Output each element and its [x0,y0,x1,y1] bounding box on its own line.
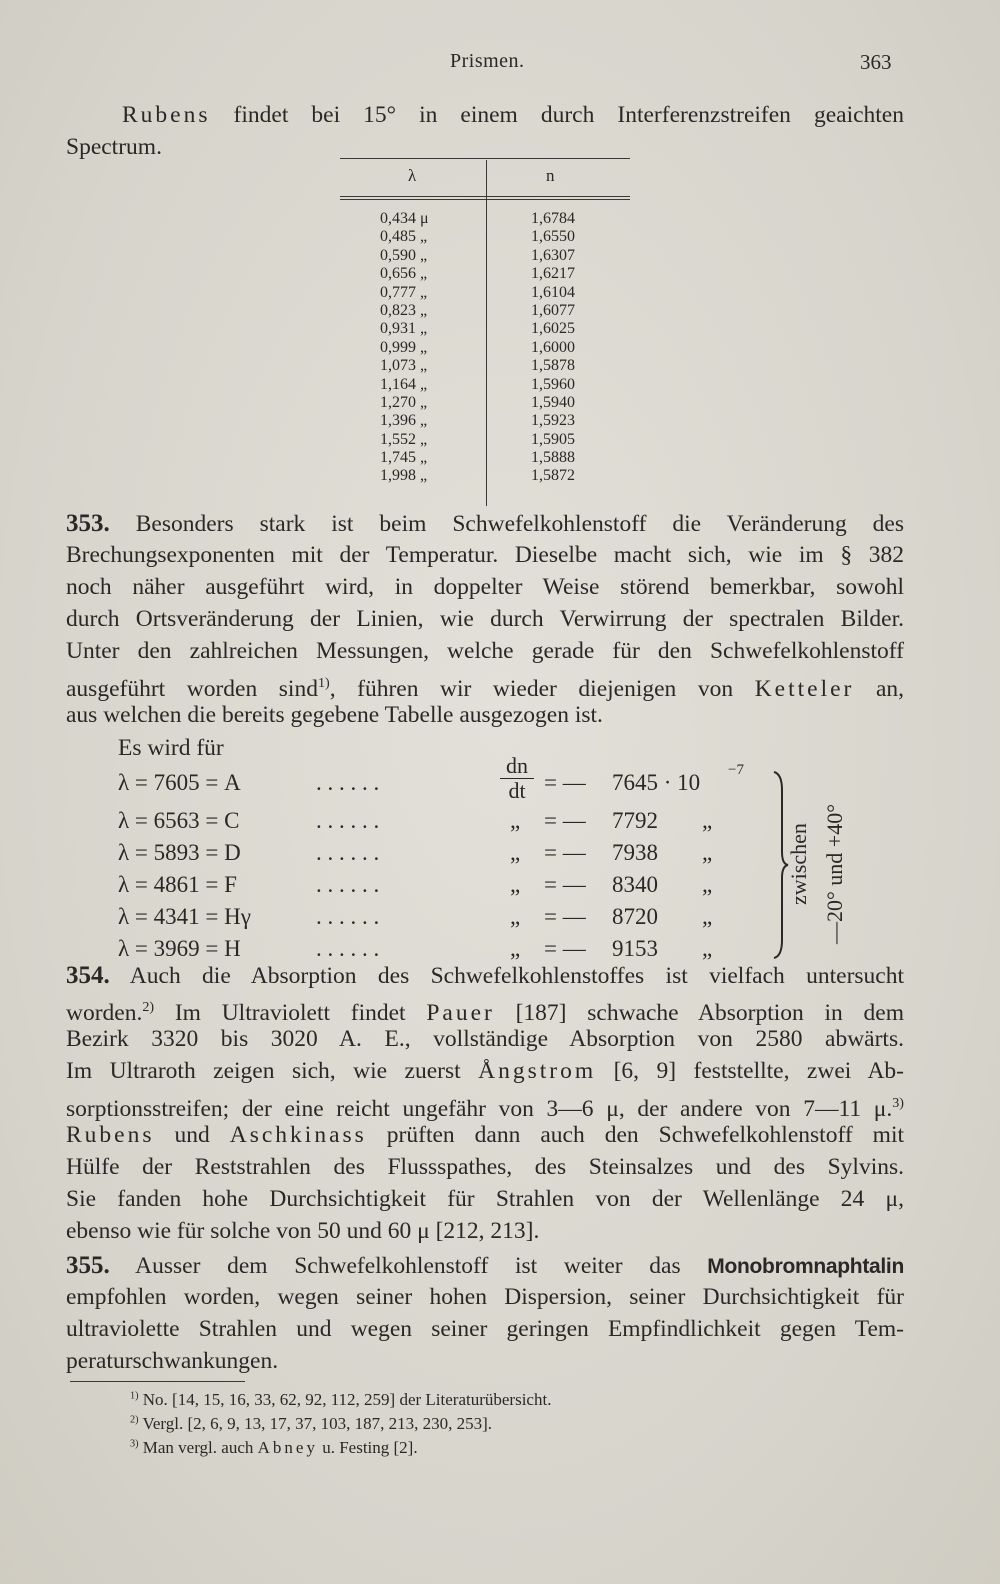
intro-line-2: Spectrum. [66,134,162,160]
lambda-column [380,210,429,486]
table-header-rule [340,196,630,197]
table-cell-lambda: 0,777 „ [380,283,428,301]
author-name: Rubens [122,102,211,128]
paragraph-355-line-2: empfohlen worden, wegen seiner hohen Dispersion, seiner Durchsichtigkeit für [66,1284,904,1310]
paragraph-354-line-9: ebenso wie für solche von 50 und 60 μ [212, 213]. [66,1218,540,1244]
footnote-number: 1) [130,1390,139,1402]
formula-row [118,904,758,934]
table-cell-lambda: 1,745 „ [380,449,428,467]
table-cell-n: 1,5888 [531,449,575,467]
formula-value: 7792 [612,808,658,833]
leader-dots: . . . . . . [316,808,380,833]
paragraph-355-line-1 [66,1250,904,1283]
footnote-number: 2) [130,1414,139,1426]
paragraph-355-line-3: ultraviolette Strahlen und wegen seiner geringen Empfindlichkeit gegen Tem- [66,1316,904,1342]
table-cell-n: 1,5872 [531,467,575,485]
footnote-ref-2: 2) [142,999,155,1015]
paragraph-354-line-8: Sie fanden hohe Durchsichtigkeit für Strahlen von der Wellenlänge 24 μ, [66,1186,904,1212]
text: Vergl. [2, 6, 9, 13, 17, 37, 103, 187, 213, 230, 253]. [142,1414,493,1433]
temperature-range-label-1: zwischen [786,823,811,905]
text: ausgeführt worden sind [66,675,318,702]
table-cell-n: 1,5960 [531,375,575,393]
author-name: Pauer [426,999,495,1026]
text: Im Ultraviolett findet [154,999,406,1026]
table-cell-n: 1,5940 [531,393,575,411]
table-cell-n: 1,6000 [531,338,575,356]
text: Im Ultraroth zeigen sich, wie zuerst [66,1058,461,1084]
table-cell-n: 1,5923 [531,412,575,430]
ditto-mark: „ [510,872,521,897]
text: an, [875,675,904,702]
derivative-numerator: dn [506,753,528,778]
formula-value: 8720 [612,904,658,929]
paragraph-354-line-7: Hülfe der Reststrahlen des Flussspathes, des Steinsalzes und des Sylvins. [66,1154,904,1180]
table-cell-n: 1,5878 [531,357,575,375]
table-cell-lambda: 1,270 „ [380,393,428,411]
paragraph-353-line-5: Unter den zahlreichen Messungen, welche gerade für den Schwefelkohlenstoff [66,638,904,664]
table-cell-lambda: 0,999 „ [380,338,428,356]
table-header-rule-2 [340,199,630,200]
paragraph-355-line-4: peraturschwankungen. [66,1348,279,1374]
table-cell-n: 1,6550 [531,228,575,246]
formula-row [118,808,758,838]
text: , führen wir wieder diejenigen von [329,675,734,702]
equals-minus: = — [544,904,586,929]
footnote-1 [130,1390,551,1410]
derivative-denominator: dt [508,778,526,803]
equals-minus: = — [544,936,586,961]
paragraph-353-line-8: Es wird für [118,735,224,761]
author-name: Ketteler [754,675,855,702]
section-number-354: 354. [66,962,110,989]
formula-value: 7938 [612,840,658,865]
paragraph-353-line-1 [66,508,904,541]
footnote-2 [130,1414,492,1434]
ditto-mark: „ [702,904,713,929]
table-cell-n: 1,5905 [531,430,575,448]
ditto-mark: „ [510,840,521,865]
formula-lhs: λ = 5893 = D [118,840,241,865]
intro-text: findet bei 15° in einem durch Interferenzstreifen geaichten [210,102,904,128]
running-head: Prismen. [450,50,525,72]
paragraph-353-line-4: durch Ortsveränderung der Linien, wie durch Verwirrung der spectralen Bilder. [66,606,904,632]
equals-minus: = — [544,872,586,897]
table-cell-lambda: 0,485 „ [380,228,428,246]
table-cell-n: 1,6104 [531,283,575,301]
table-column-divider [486,160,487,506]
table-cell-n: 1,6784 [531,210,575,227]
ditto-mark: „ [702,808,713,833]
paragraph-354-line-1 [66,960,904,993]
section-number-353: 353. [66,510,110,537]
formula-lhs: λ = 6563 = C [118,808,240,833]
text: sorptionsstreifen; der eine reicht ungefähr von 3—6 μ, der andere von 7—11 μ. [66,1095,893,1122]
footnote-3 [130,1438,418,1458]
text: Man vergl. auch [142,1438,254,1457]
table-cell-lambda: 0,590 „ [380,246,428,264]
intro-line [122,100,904,132]
ditto-mark: „ [510,808,521,833]
leader-dots: . . . . . . [316,872,380,897]
leader-dots: . . . . . . [316,936,380,961]
formula-lhs: λ = 7605 = A [118,770,241,795]
n-column [531,210,575,486]
table-top-rule [340,158,630,159]
formula-lhs: λ = 3969 = H [118,936,241,961]
text: Besonders stark ist beim Schwefelkohlenstoff die Veränderung des [109,511,904,537]
ditto-mark: „ [510,936,521,961]
formula-row [118,840,758,870]
ditto-mark: „ [702,872,713,897]
table-cell-lambda: 0,656 „ [380,265,428,283]
text: u. Festing [2]. [322,1438,418,1457]
table-cell-lambda: 1,073 „ [380,357,428,375]
author-name: Abney [257,1438,318,1457]
section-number-355: 355. [66,1252,110,1279]
author-name: Aschkinass [229,1122,367,1148]
exponent: −7 [728,762,744,778]
table-cell-n: 1,6077 [531,301,575,319]
text: Auch die Absorption des Schwefelkohlenstoffes ist vielfach untersucht [109,963,904,989]
table-cell-n: 1,6025 [531,320,575,338]
equals-minus: = — [544,770,586,795]
paragraph-354-line-4 [66,1056,904,1088]
paragraph-354-line-6 [66,1120,904,1152]
text: [187] schwache Absorption in dem [515,999,905,1026]
paragraph-354-line-3: Bezirk 3320 bis 3020 A. E., vollständige Absorption von 2580 abwärts. [66,1026,904,1052]
formula-row [118,872,758,902]
temperature-range-label-2: —20° und +40° [822,803,847,944]
text: und [174,1122,210,1148]
footnote-number: 3) [130,1438,139,1450]
formula-lhs: λ = 4861 = F [118,872,237,897]
text: Ausser dem Schwefelkohlenstoff ist weiter das [109,1253,681,1279]
leader-dots: . . . . . . [316,840,380,865]
page-number: 363 [860,50,892,74]
paragraph-353-line-3: noch näher ausgeführt wird, in doppelter Weise störend bemerkbar, sowohl [66,574,904,600]
substance-term: Monobromnaphtalin [707,1255,904,1278]
table-cell-lambda: 1,552 „ [380,430,428,448]
text: worden. [66,999,143,1026]
equals-minus: = — [544,840,586,865]
table-cell-lambda: 0,823 „ [380,301,428,319]
table-cell-lambda: 0,434 μ [380,210,429,227]
paragraph-353-line-7: aus welchen die bereits gegebene Tabelle ausgezogen ist. [66,702,603,728]
table-cell-n: 1,6307 [531,246,575,264]
ditto-mark: „ [702,936,713,961]
author-name: Ångstrom [478,1058,597,1084]
table-cell-lambda: 1,396 „ [380,412,428,430]
text: prüften dann auch den Schwefelkohlenstoff mit [386,1122,905,1148]
table-cell-lambda: 1,164 „ [380,375,428,393]
equals-minus: = — [544,808,586,833]
leader-dots: . . . . . . [316,770,380,795]
text: No. [14, 15, 16, 33, 62, 92, 112, 259] der Literaturübersicht. [142,1390,552,1409]
table-cell-lambda: 1,998 „ [380,467,428,485]
ditto-mark: „ [702,840,713,865]
footnote-ref-3: 3) [892,1095,904,1111]
formula-value: 7645 · 10 [612,770,701,795]
formula-value: 8340 [612,872,658,897]
ditto-mark: „ [510,904,521,929]
table-cell-lambda: 0,931 „ [380,320,428,338]
formula-value: 9153 [612,936,658,961]
leader-dots: . . . . . . [316,904,380,929]
text: [6, 9] feststellte, zwei Ab- [613,1058,905,1084]
column-header-n: n [546,166,555,185]
paragraph-353-line-2: Brechungsexponenten mit der Temperatur. Dieselbe macht sich, wie im § 382 [66,542,904,568]
footnote-ref-1: 1) [317,675,330,691]
footnote-rule [70,1381,245,1382]
column-header-lambda: λ [408,166,417,185]
formula-lhs: λ = 4341 = Hγ [118,904,251,929]
author-name: Rubens [66,1122,155,1148]
table-cell-n: 1,6217 [531,265,575,283]
